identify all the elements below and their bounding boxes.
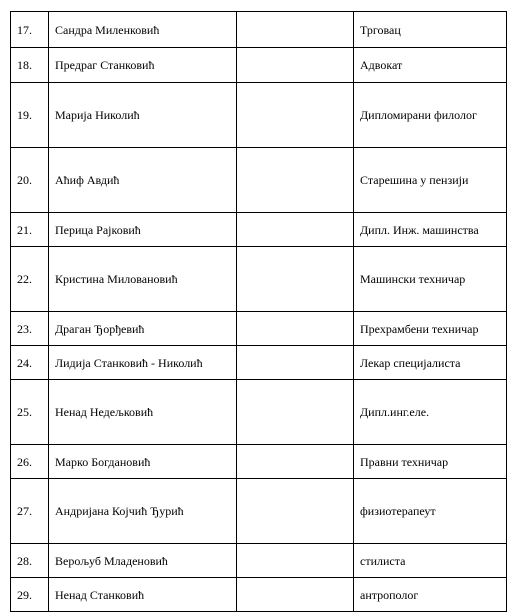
row-number: 21. <box>11 213 49 247</box>
member-name: Ненад Недељковић <box>49 380 237 445</box>
member-name: Кристина Миловановић <box>49 247 237 312</box>
member-occupation: антрополог <box>354 578 507 612</box>
member-occupation: Лекар специјалиста <box>354 346 507 380</box>
member-occupation: Дипломирани филолог <box>354 83 507 148</box>
member-occupation: Правни техничар <box>354 445 507 479</box>
table-row <box>11 83 507 148</box>
table-row <box>11 12 507 48</box>
table-row <box>11 479 507 544</box>
empty-cell <box>237 380 354 445</box>
row-number: 24. <box>11 346 49 380</box>
member-occupation: физиотерапеут <box>354 479 507 544</box>
table-row <box>11 380 507 445</box>
table-row <box>11 48 507 83</box>
empty-cell <box>237 48 354 83</box>
row-number: 29. <box>11 578 49 612</box>
table-row <box>11 445 507 479</box>
empty-cell <box>237 346 354 380</box>
member-occupation: Прехрамбени техничар <box>354 312 507 346</box>
empty-cell <box>237 544 354 578</box>
row-number: 23. <box>11 312 49 346</box>
member-name: Перица Рајковић <box>49 213 237 247</box>
row-number: 26. <box>11 445 49 479</box>
empty-cell <box>237 213 354 247</box>
empty-cell <box>237 445 354 479</box>
member-occupation: Дипл.инг.еле. <box>354 380 507 445</box>
empty-cell <box>237 83 354 148</box>
member-name: Лидија Станковић - Николић <box>49 346 237 380</box>
row-number: 25. <box>11 380 49 445</box>
member-occupation: стилиста <box>354 544 507 578</box>
member-name: Предраг Станковић <box>49 48 237 83</box>
empty-cell <box>237 479 354 544</box>
row-number: 19. <box>11 83 49 148</box>
member-occupation: Адвокат <box>354 48 507 83</box>
table-row <box>11 544 507 578</box>
member-name: Марија Николић <box>49 83 237 148</box>
member-occupation: Трговац <box>354 12 507 48</box>
member-name: Аћиф Авдић <box>49 148 237 213</box>
member-occupation: Машински техничар <box>354 247 507 312</box>
empty-cell <box>237 12 354 48</box>
table-row <box>11 346 507 380</box>
empty-cell <box>237 247 354 312</box>
member-name: Драган Ђорђевић <box>49 312 237 346</box>
empty-cell <box>237 578 354 612</box>
member-name: Марко Богдановић <box>49 445 237 479</box>
member-name: Сандра Миленковић <box>49 12 237 48</box>
empty-cell <box>237 312 354 346</box>
row-number: 22. <box>11 247 49 312</box>
table-row <box>11 148 507 213</box>
empty-cell <box>237 148 354 213</box>
member-name: Андријана Којчић Ђурић <box>49 479 237 544</box>
member-name: Верољуб Младеновић <box>49 544 237 578</box>
row-number: 27. <box>11 479 49 544</box>
row-number: 18. <box>11 48 49 83</box>
row-number: 28. <box>11 544 49 578</box>
members-table <box>10 11 507 612</box>
table-row <box>11 247 507 312</box>
table-row <box>11 213 507 247</box>
member-name: Ненад Станковић <box>49 578 237 612</box>
member-occupation: Старешина у пензији <box>354 148 507 213</box>
table-row <box>11 578 507 612</box>
row-number: 17. <box>11 12 49 48</box>
member-occupation: Дипл. Инж. машинства <box>354 213 507 247</box>
table-row <box>11 312 507 346</box>
row-number: 20. <box>11 148 49 213</box>
